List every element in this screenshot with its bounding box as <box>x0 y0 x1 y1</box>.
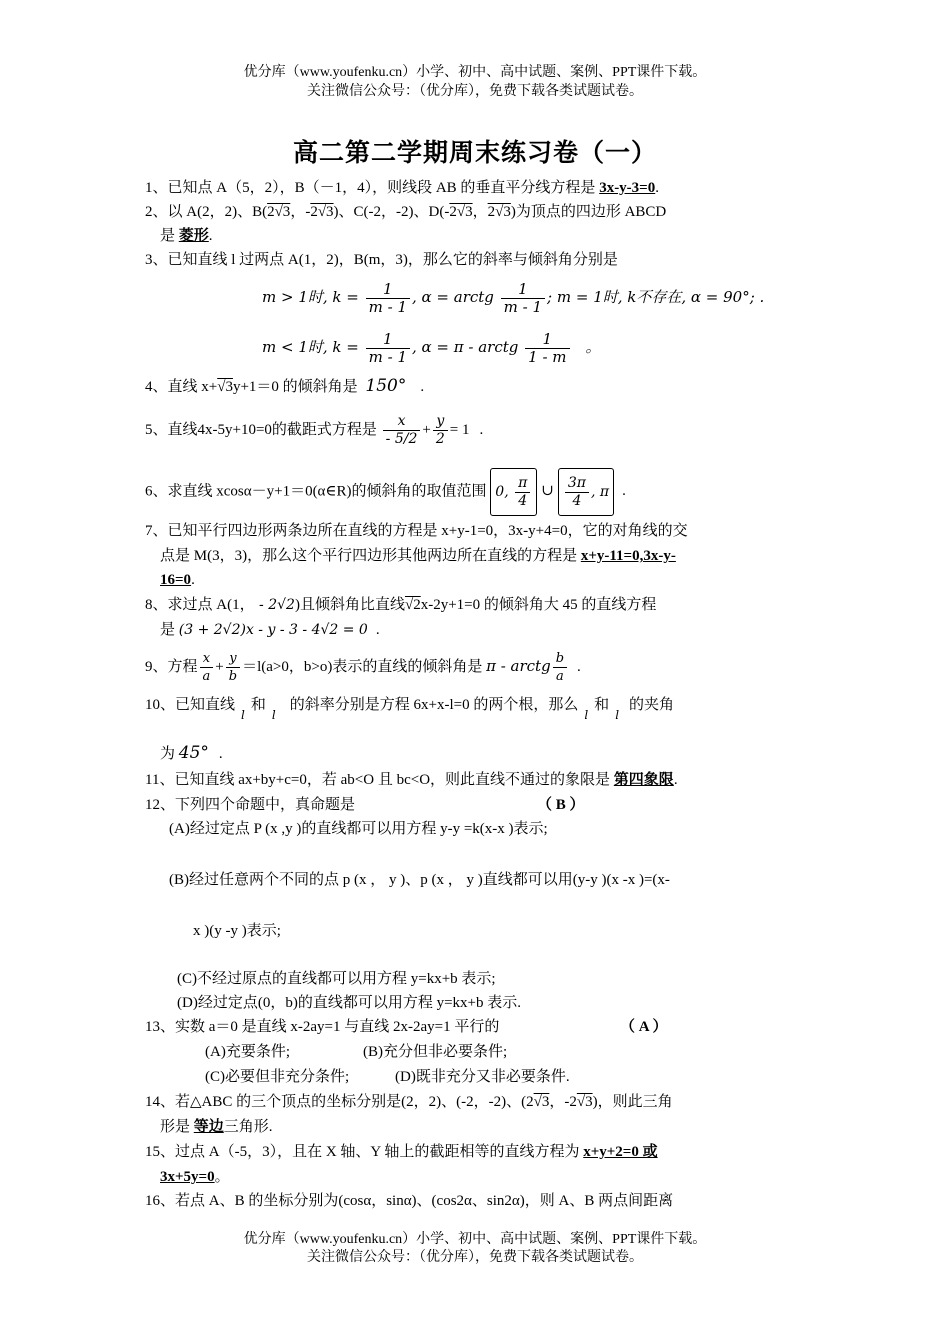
option-d: (D)既非充分又非必要条件. <box>395 1069 570 1085</box>
formula-3a: m > 1时, k = $\frac{1}{m - 1}$ , α = arctg $\frac{1}{m - 1}$ ; m = 1时, k不存在, α = 90°; . <box>262 279 765 316</box>
question-15-line-2: 3x+5y=0。 <box>160 1169 230 1185</box>
question-1: 1、已知点 A（5，2），B（－1，4），则线段 AB 的垂直平分线方程是 3x-y-3=0. <box>145 180 659 196</box>
question-14-line-2: 形是 等边三角形. <box>160 1119 273 1135</box>
question-14: 14、若△ABC 的三个顶点的坐标分别是(2，2)、(-2，-2)、(2√3，-2√3)，则此三角 <box>145 1094 673 1110</box>
question-10: 10、已知直线$_l$和$_l$的斜率分别是方程 6x+x-l=0 的两个根，那么$_l$和$_l$的夹角 <box>145 697 675 722</box>
question-13: 13、实数 a＝0 是直线 x-2ay=1 与直线 2x-2ay=1 平行的 <box>145 1019 500 1035</box>
question-12: 12、下列四个命题中，真命题是 <box>145 797 356 813</box>
question-4: 4、直线 x+√3y+1＝0 的倾斜角是 150° . <box>145 376 425 396</box>
header-line-2: 关注微信公众号：（优分库），免费下载各类试题试卷。 <box>307 84 643 99</box>
option-b: (B)经过任意两个不同的点 p (x ， y )、p (x ， y )直线都可以用(y-y )(x -x )=(x- <box>169 872 670 888</box>
question-10-line-2: 为 45° . <box>160 743 223 763</box>
answer: （ B ） <box>537 797 585 813</box>
answer: 菱形 <box>178 228 209 244</box>
answer: x+y+2=0 或 <box>583 1144 658 1160</box>
question-9: 9、方程 $\frac{x}{a}$ + $\frac{y}{b}$ ＝l(a>0，b>o)表示的直线的倾斜角是 π - arctg $\frac{b}{a}$ . <box>145 651 581 685</box>
answer: 等边 <box>193 1119 224 1135</box>
answer: 45° <box>178 743 209 763</box>
question-2-line-2: 是 菱形. <box>160 228 213 244</box>
question-3: 3、已知直线 l 过两点 A(1，2)，B(m，3)，那么它的斜率与倾斜角分别是 <box>145 252 618 268</box>
answer: 3x-y-3=0 <box>599 180 656 196</box>
answer: (3 + 2√2)x - y - 3 - 4√2 = 0 <box>178 622 368 638</box>
answer: π - arctg <box>486 657 551 675</box>
option-d: (D)经过定点(0，b)的直线都可以用方程 y=kx+b 表示. <box>177 995 521 1011</box>
question-7-line-3: 16=0. <box>160 572 195 588</box>
option-a: (A)充要条件; <box>205 1044 290 1060</box>
question-8-line-2: 是 (3 + 2√2)x - y - 3 - 4√2 = 0 . <box>160 622 380 638</box>
option-b: (B)充分但非必要条件; <box>363 1044 508 1060</box>
page-title: 高二第二学期周末练习卷（一） <box>292 138 657 167</box>
option-b-line-2: x )(y -y )表示; <box>193 923 281 939</box>
answer: 150° <box>365 376 407 396</box>
answer: x+y-11=0,3x-y- <box>580 548 676 564</box>
question-11: 11、已知直线 ax+by+c=0，若 ab<O 且 bc<O，则此直线不通过的象限是 第四象限. <box>145 772 678 788</box>
option-a: (A)经过定点 P (x ,y )的直线都可以用方程 y-y =k(x-x )表示; <box>169 821 548 837</box>
question-5: 5、直线4x-5y+10=0的截距式方程是 $\frac{x}{- 5/2}$ + $\frac{y}{2}$ = 1 . <box>145 413 484 448</box>
header-line-1: 优分库（www.youfenku.cn）小学、初中、高中试题、案例、PPT课件下载。 <box>243 65 707 80</box>
question-16: 16、若点 A、B 的坐标分别为(cosα，sinα)、(cos2α、sin2α)，则 A、B 两点间距离 <box>145 1193 674 1209</box>
footer-line-1: 优分库（www.youfenku.cn）小学、初中、高中试题、案例、PPT课件下载。 <box>243 1232 707 1247</box>
answer: 第四象限 <box>613 772 674 788</box>
question-15: 15、过点 A（-5，3），且在 X 轴、Y 轴上的截距相等的直线方程为 x+y+2=0 或 <box>145 1144 658 1160</box>
option-c: (C)必要但非充分条件; <box>205 1069 350 1085</box>
question-8: 8、求过点 A(1， - 2√2)且倾斜角比直线√2x-2y+1=0 的倾斜角大 45 的直线方程 <box>145 597 657 613</box>
question-2: 2、以 A(2，2)、B(2√3，-2√3)、C(-2，-2)、D(-2√3，2√3)为顶点的四边形 ABCD <box>145 204 667 220</box>
question-7: 7、已知平行四边形两条边所在直线的方程是 x+y-1=0，3x-y+4=0，它的对角线的交 <box>145 523 688 539</box>
formula-3b: m < 1时, k = $\frac{1}{m - 1}$ , α = π - arctg $\frac{1}{1 - m}$ 。 <box>262 329 601 366</box>
question-6: 6、求直线 xcosα－y+1＝0(α∈R)的倾斜角的取值范围 0, $\frac{\pi}{4}$ ∪ $\frac{3\pi}{4}$ , π . <box>145 468 626 516</box>
footer-line-2: 关注微信公众号：（优分库），免费下载各类试题试卷。 <box>307 1250 643 1265</box>
option-c: (C)不经过原点的直线都可以用方程 y=kx+b 表示; <box>177 971 496 987</box>
answer: （ A ） <box>620 1019 668 1035</box>
question-7-line-2: 点是 M(3，3)，那么这个平行四边形其他两边所在直线的方程是 x+y-11=0,3x-y- <box>160 548 676 564</box>
